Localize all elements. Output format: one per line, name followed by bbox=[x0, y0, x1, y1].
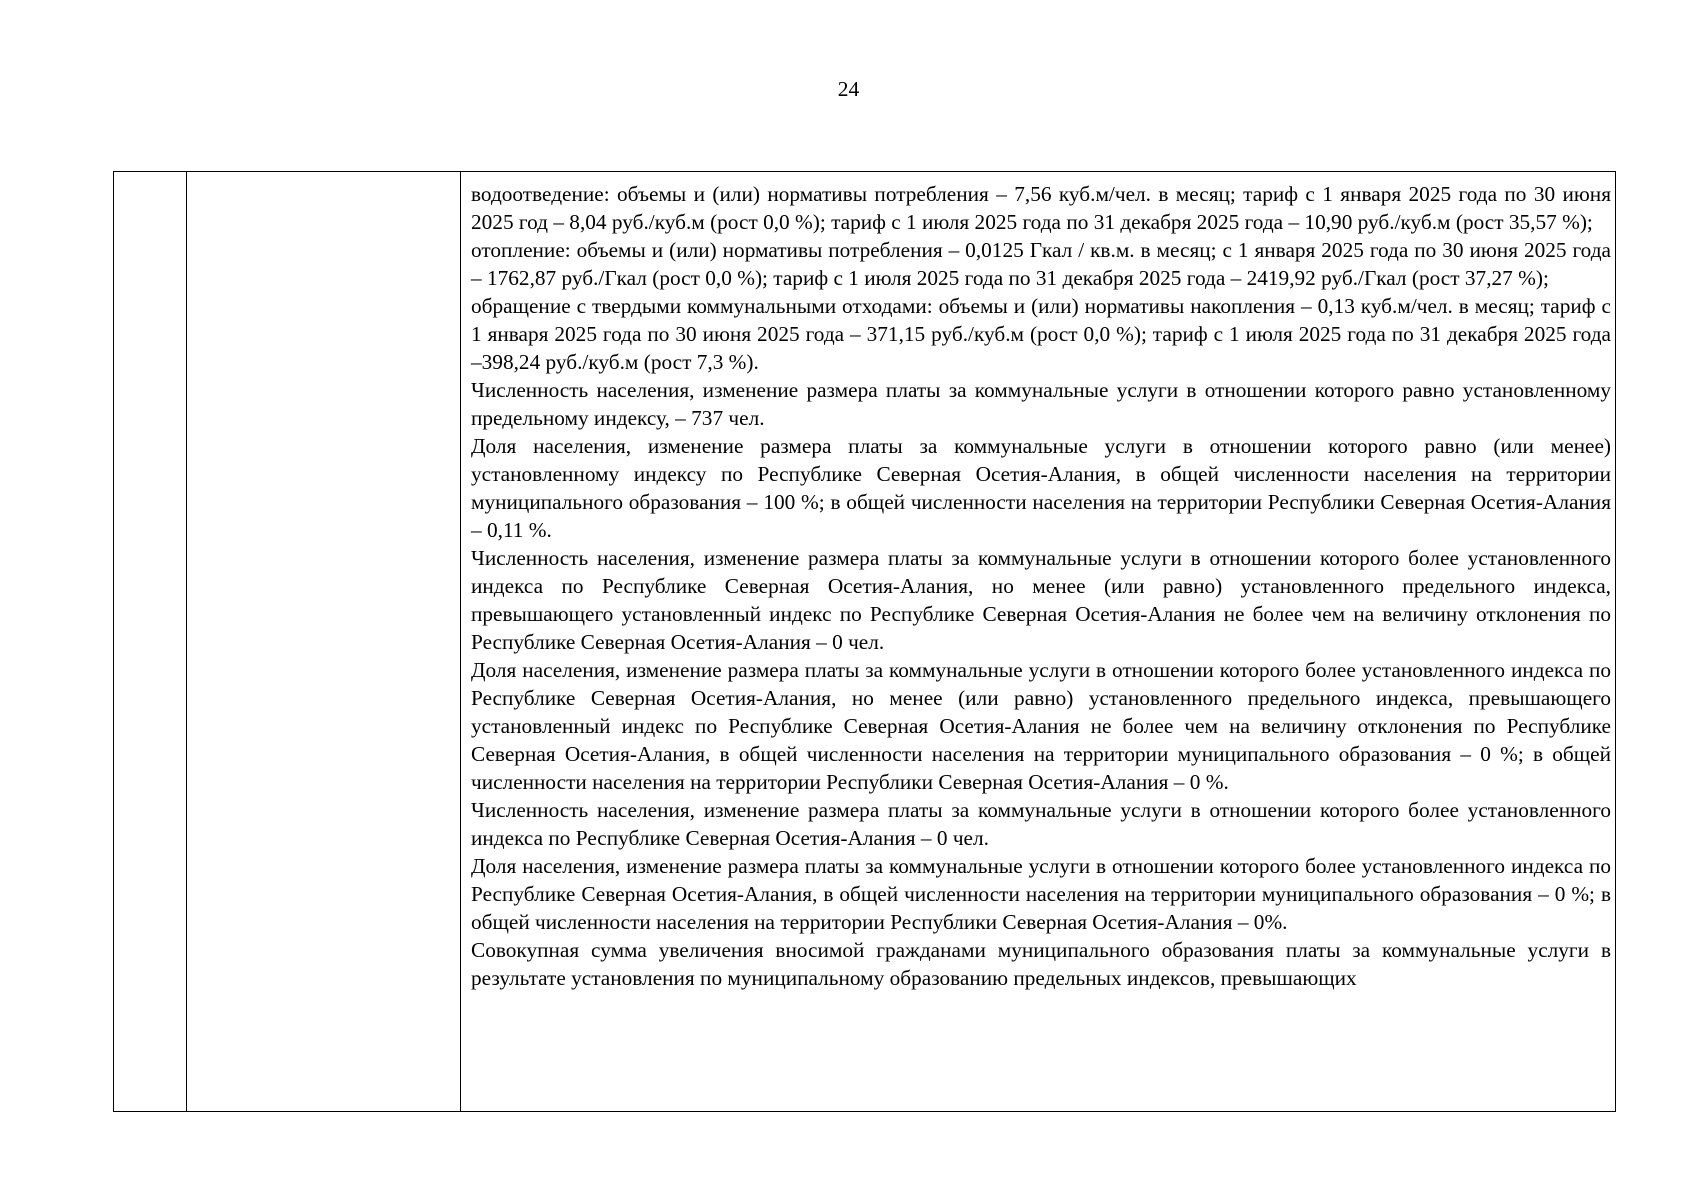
paragraph-population-above-within-deviation: Численность населения, изменение размера платы за коммунальные услуги в отношении которого более установленного индекса по Республике Северная Осетия-Алания, но менее (или равно) установленного предельного индекса, превышающего установленный индекс по Республике Северная Осетия-Алания не более чем на величину отклонения по Республике Северная Осетия-Алания – 0 чел. bbox=[471, 546, 1611, 654]
paragraph-share-equal-or-less: Доля населения, изменение размера платы за коммунальные услуги в отношении которого равно (или менее) установленному индексу по Республике Северная Осетия-Алания, в общей численности населения на территории муниципального образования – 100 %; в общей численности населения на территории Республики Северная Осетия-Алания – 0,11 %. bbox=[471, 434, 1611, 542]
row-number-cell bbox=[114, 172, 187, 1111]
content-cell bbox=[461, 172, 1615, 1111]
paragraph-population-equal-index: Численность населения, изменение размера платы за коммунальные услуги в отношении которого равно установленному предельному индексу, – 737 чел. bbox=[471, 378, 1611, 430]
paragraph-population-above-index: Численность населения, изменение размера платы за коммунальные услуги в отношении которого более установленного индекса по Республике Северная Осетия-Алания – 0 чел. bbox=[471, 798, 1611, 850]
paragraph-total-increase: Совокупная сумма увеличения вносимой гражданами муниципального образования платы за коммунальные услуги в результате установления по муниципальному образованию предельных индексов, превышающих bbox=[471, 938, 1611, 990]
document-table bbox=[113, 171, 1616, 1112]
paragraph-heating: отопление: объемы и (или) нормативы потребления – 0,0125 Гкал / кв.м. в месяц; с 1 января 2025 года по 30 июня 2025 года – 1762,87 руб./Гкал (рост 0,0 %); тариф с 1 июля 2025 года по 31 декабря 2025 года – 2419,92 руб./Гкал (рост 37,27 %); bbox=[471, 238, 1611, 290]
page-number: 24 bbox=[837, 77, 860, 101]
paragraph-solid-waste: обращение с твердыми коммунальными отходами: объемы и (или) нормативы накопления – 0,13 куб.м/чел. в месяц; тариф с 1 января 2025 года по 30 июня 2025 года – 371,15 руб./куб.м (рост 0,0 %); тариф с 1 июля 2025 года по 31 декабря 2025 года –398,24 руб./куб.м (рост 7,3 %). bbox=[471, 294, 1611, 374]
paragraph-share-above-within-deviation: Доля населения, изменение размера платы за коммунальные услуги в отношении которого более установленного индекса по Республике Северная Осетия-Алания, но менее (или равно) установленного предельного индекса, превышающего установленный индекс по Республике Северная Осетия-Алания не более чем на величину отклонения по Республике Северная Осетия-Алания, в общей численности населения на территории муниципального образования – 0 %; в общей численности населения на территории Республики Северная Осетия-Алания – 0 %. bbox=[471, 658, 1611, 794]
paragraph-share-above-index: Доля населения, изменение размера платы за коммунальные услуги в отношении которого более установленного индекса по Республике Северная Осетия-Алания, в общей численности населения на территории муниципального образования – 0 %; в общей численности населения на территории Республики Северная Осетия-Алания – 0%. bbox=[471, 854, 1611, 934]
row-name-cell bbox=[187, 172, 461, 1111]
paragraph-water-disposal: водоотведение: объемы и (или) нормативы потребления – 7,56 куб.м/чел. в месяц; тариф с 1 января 2025 года по 30 июня 2025 год – 8,04 руб./куб.м (рост 0,0 %); тариф с 1 июля 2025 года по 31 декабря 2025 года – 10,90 руб./куб.м (рост 35,57 %); bbox=[471, 182, 1611, 234]
